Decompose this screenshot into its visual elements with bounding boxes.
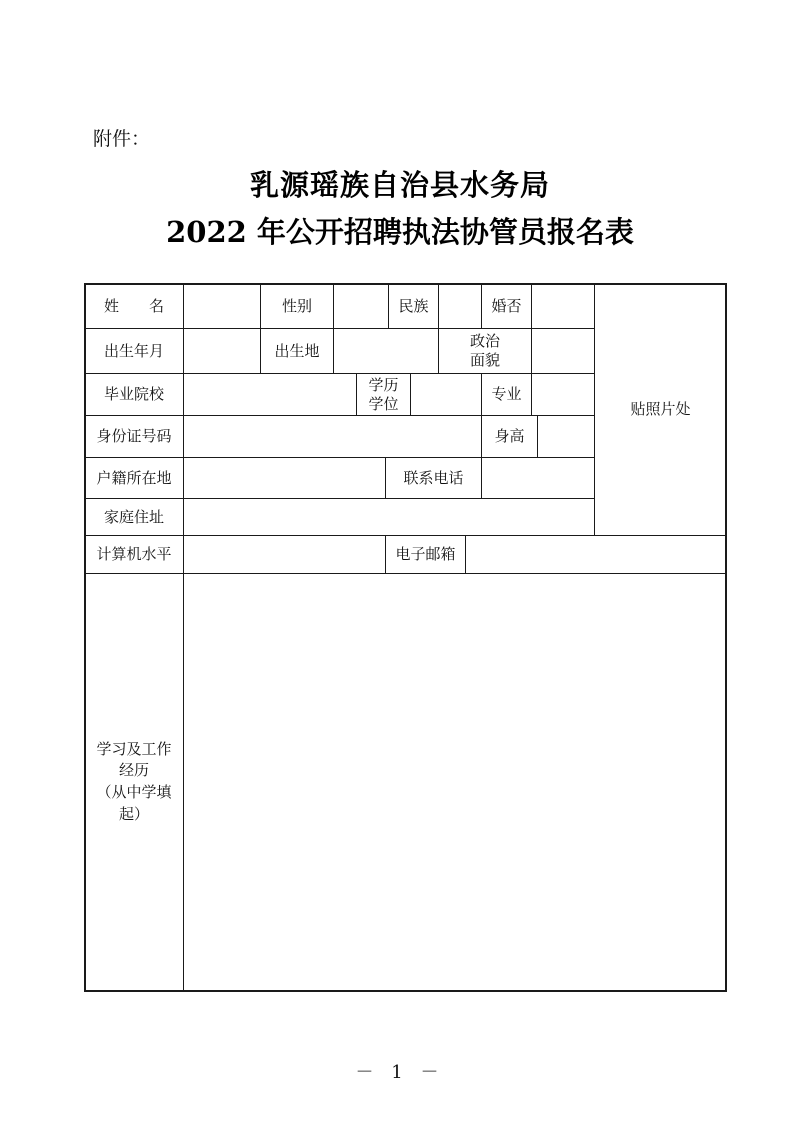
- input-history[interactable]: [184, 574, 726, 990]
- label-birthplace: 出生地: [274, 341, 320, 360]
- input-political[interactable]: [532, 329, 594, 373]
- label-school: 毕业院校: [103, 385, 164, 404]
- input-ethnicity[interactable]: [439, 284, 481, 328]
- label-height: 身高: [494, 427, 525, 446]
- input-marital[interactable]: [532, 284, 594, 328]
- input-height[interactable]: [538, 416, 594, 457]
- label-household: 户籍所在地: [96, 468, 172, 487]
- label-history-line2: 经历: [118, 761, 149, 780]
- label-education: [357, 374, 410, 415]
- label-ethnicity: 民族: [398, 296, 429, 315]
- label-marital: 婚否: [491, 296, 522, 315]
- label-history-line4: 起）: [118, 804, 149, 823]
- label-gender: 性别: [281, 296, 312, 315]
- label-name: 姓 名: [103, 296, 164, 315]
- label-id-number: 身份证号码: [96, 427, 172, 446]
- title-line-1: 乳源瑶族自治县水务局: [249, 168, 550, 202]
- page-number: － 1 －: [355, 1062, 445, 1083]
- input-birth-date[interactable]: [184, 329, 260, 373]
- label-major: 专业: [491, 385, 522, 404]
- input-education[interactable]: [411, 374, 481, 415]
- label-history-line1: 学习及工作: [96, 739, 172, 758]
- label-email: 电子邮箱: [395, 545, 456, 564]
- input-major[interactable]: [532, 374, 594, 415]
- input-phone[interactable]: [482, 458, 594, 498]
- input-id-number[interactable]: [184, 416, 481, 457]
- label-history: [85, 574, 183, 990]
- input-email[interactable]: [466, 536, 726, 573]
- input-name[interactable]: [184, 284, 260, 328]
- input-household[interactable]: [184, 458, 385, 498]
- label-political-line2: 面貌: [469, 351, 500, 369]
- attachment-label: 附件：: [93, 128, 151, 150]
- label-political: [439, 329, 531, 373]
- input-computer-level[interactable]: [184, 536, 385, 573]
- photo-area: 贴照片处: [630, 400, 691, 419]
- label-computer-level: 计算机水平: [96, 545, 172, 564]
- label-education-line1: 学历: [368, 375, 399, 394]
- label-birth-date: 出生年月: [103, 341, 164, 360]
- title-line-2: 2022 年公开招聘执法协管员报名表: [166, 215, 634, 249]
- input-home-address[interactable]: [184, 499, 594, 535]
- label-home-address: 家庭住址: [103, 507, 164, 526]
- input-gender[interactable]: [334, 284, 388, 328]
- input-birthplace[interactable]: [334, 329, 438, 373]
- label-education-line2: 学位: [368, 394, 399, 413]
- label-history-line3: （从中学填: [96, 783, 172, 801]
- input-school[interactable]: [184, 374, 356, 415]
- label-political-line1: 政治: [469, 332, 500, 351]
- label-phone: 联系电话: [403, 468, 464, 487]
